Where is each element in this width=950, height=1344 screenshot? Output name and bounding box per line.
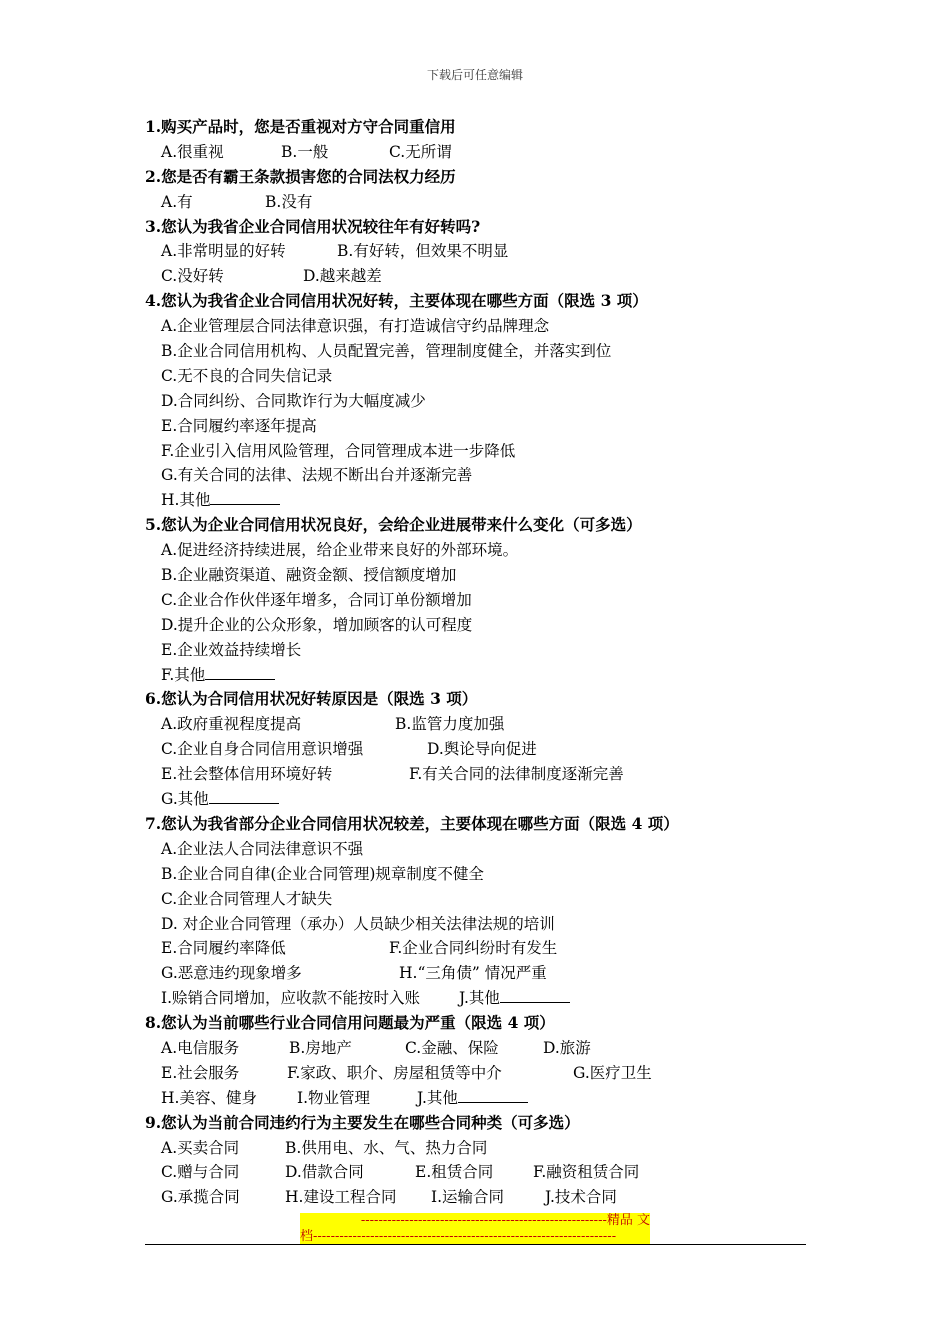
question-title: 4.您认为我省企业合同信用状况好转，主要体现在哪些方面（限选 3 项） (145, 291, 648, 311)
option-row (145, 1036, 825, 1061)
option-item (161, 1061, 287, 1086)
option-item (285, 1136, 487, 1161)
option-label: D.越来越差 (303, 267, 382, 286)
option-row (145, 414, 825, 439)
option-label: A.买卖合同 (161, 1138, 240, 1157)
option-label: F.企业引入信用风险管理，合同管理成本进一步降低 (161, 441, 516, 460)
option-label: A.非常明显的好转 (161, 242, 286, 261)
option-label: J.技术合同 (545, 1188, 617, 1207)
option-label: G.医疗卫生 (573, 1063, 652, 1082)
option-item (389, 140, 452, 165)
option-row (145, 314, 825, 339)
option-item (161, 389, 426, 414)
option-item (161, 463, 472, 488)
option-item (161, 538, 518, 563)
fill-in-blank[interactable] (458, 1088, 528, 1103)
option-label: B.监管力度加强 (395, 715, 505, 734)
option-label: F.其他 (161, 665, 206, 684)
option-item (405, 1036, 543, 1061)
option-item (161, 563, 456, 588)
option-label: G.恶意违约现象增多 (161, 964, 302, 983)
option-label: E.社会服务 (161, 1063, 240, 1082)
question-title: 5.您认为企业合同信用状况良好，会给企业进展带来什么变化（可多选） (145, 515, 642, 535)
option-label: D.舆论导向促进 (427, 740, 537, 759)
fill-in-blank[interactable] (210, 490, 280, 505)
option-row (145, 762, 825, 787)
option-label: A.有 (161, 192, 193, 211)
option-row (145, 887, 825, 912)
option-row (145, 538, 825, 563)
option-row (145, 712, 825, 737)
question-title: 2.您是否有霸王条款损害您的合同法权力经历 (145, 166, 456, 186)
option-label: D.合同纠纷、合同欺诈行为大幅度减少 (161, 391, 426, 410)
option-label: B.房地产 (289, 1038, 352, 1057)
option-row (145, 463, 825, 488)
question-title: 3.您认为我省企业合同信用状况较往年有好转吗? (145, 216, 481, 236)
option-label: C.金融、保险 (405, 1038, 499, 1057)
option-item (431, 1185, 545, 1210)
option-label: G.其他 (161, 790, 209, 809)
option-item (161, 862, 484, 887)
option-item (161, 140, 281, 165)
option-label: F.融资租赁合同 (533, 1163, 640, 1182)
option-row (145, 961, 825, 986)
option-row (145, 364, 825, 389)
questionnaire-body (145, 115, 825, 1210)
option-item (161, 986, 459, 1011)
question-title: 6.您认为合同信用状况好转原因是（限选 3 项） (145, 689, 478, 709)
option-label: B.企业合同信用机构、人员配置完善，管理制度健全，并落实到位 (161, 342, 612, 361)
option-label: B.供用电、水、气、热力合同 (285, 1138, 488, 1157)
option-row (145, 862, 825, 887)
option-label: E.租赁合同 (415, 1163, 494, 1182)
option-row (145, 787, 825, 812)
option-item (161, 364, 332, 389)
option-label: B.没有 (265, 192, 313, 211)
option-label: C.企业自身合同信用意识增强 (161, 740, 364, 759)
option-item (285, 1185, 431, 1210)
option-label: A.企业管理层合同法律意识强，有打造诚信守约品牌理念 (161, 317, 550, 336)
option-item (161, 762, 409, 787)
option-label: D. 对企业合同管理（承办）人员缺少相关法律法规的培训 (161, 914, 555, 933)
option-label: A.政府重视程度提高 (161, 715, 302, 734)
option-row (145, 837, 825, 862)
option-label: H.建设工程合同 (285, 1188, 397, 1207)
option-label: C.企业合同管理人才缺失 (161, 889, 333, 908)
option-label: A.很重视 (161, 142, 224, 161)
option-label: C.无所谓 (389, 142, 452, 161)
option-item (303, 264, 382, 289)
option-item (161, 414, 317, 439)
option-label: C.没好转 (161, 267, 224, 286)
option-label: A.电信服务 (161, 1038, 240, 1057)
option-item (285, 1160, 415, 1185)
option-item (161, 961, 399, 986)
option-label: A.促进经济持续进展，给企业带来良好的外部环境。 (161, 541, 519, 560)
option-item (161, 1086, 297, 1111)
option-row (145, 389, 825, 414)
option-item (161, 1036, 289, 1061)
option-row (145, 1136, 825, 1161)
option-item (161, 588, 472, 613)
option-item (161, 1185, 285, 1210)
option-item (161, 439, 515, 464)
option-row (145, 613, 825, 638)
option-row (145, 264, 825, 289)
question-title: 9.您认为当前合同违约行为主要发生在哪些合同种类（可多选） (145, 1112, 580, 1132)
option-item (161, 1160, 285, 1185)
option-item (281, 140, 389, 165)
option-label: B.企业融资渠道、融资金额、授信额度增加 (161, 566, 457, 585)
option-item (161, 488, 280, 513)
question-title: 1.购买产品时，您是否重视对方守合同重信用 (145, 117, 456, 136)
option-row (145, 239, 825, 264)
option-item (161, 936, 389, 961)
option-item (161, 837, 363, 862)
option-label: I.物业管理 (297, 1088, 371, 1107)
option-item (337, 239, 508, 264)
option-label: B.有好转，但效果不明显 (337, 242, 509, 261)
option-label: B.一般 (281, 142, 329, 161)
question-title: 7.您认为我省部分企业合同信用状况较差，主要体现在哪些方面（限选 4 项） (145, 813, 679, 833)
option-row (145, 190, 825, 215)
option-item (409, 762, 624, 787)
option-row (145, 339, 825, 364)
option-row (145, 488, 825, 513)
option-label: I.运输合同 (431, 1188, 505, 1207)
option-label: B.企业合同自律(企业合同管理)规章制度不健全 (161, 864, 484, 883)
option-item (417, 1086, 528, 1111)
option-label: H.美容、健身 (161, 1088, 257, 1107)
option-label: E.合同履约率降低 (161, 939, 286, 958)
footer-rule (145, 1244, 806, 1245)
fill-in-blank[interactable] (500, 988, 570, 1003)
option-item (543, 1036, 591, 1061)
option-row (145, 936, 825, 961)
option-item (287, 1061, 573, 1086)
option-row (145, 1160, 825, 1185)
option-item (161, 663, 275, 688)
option-item (415, 1160, 533, 1185)
option-label: D.提升企业的公众形象，增加顾客的认可程度 (161, 615, 473, 634)
option-item (265, 190, 312, 215)
option-label: I.赊销合同增加，应收款不能按时入账 (161, 989, 421, 1008)
option-label: J.其他 (417, 1088, 458, 1107)
option-row (145, 638, 825, 663)
option-label: E.社会整体信用环境好转 (161, 765, 333, 784)
option-row (145, 912, 825, 937)
option-row (145, 737, 825, 762)
option-label: H.其他 (161, 491, 211, 510)
option-label: F.企业合同纠纷时有发生 (389, 939, 558, 958)
fill-in-blank[interactable] (205, 665, 275, 680)
option-row (145, 1086, 825, 1111)
option-item (389, 936, 557, 961)
option-row (145, 439, 825, 464)
option-row (145, 1185, 825, 1210)
option-item (297, 1086, 417, 1111)
option-label: G.承揽合同 (161, 1188, 240, 1207)
option-item (161, 638, 301, 663)
option-row (145, 663, 825, 688)
option-label: H.“三角债” 情况严重 (399, 964, 547, 983)
fill-in-blank[interactable] (209, 789, 279, 804)
option-item (161, 887, 332, 912)
option-item (161, 264, 303, 289)
option-item (161, 737, 427, 762)
option-item (289, 1036, 405, 1061)
watermark-band (300, 1213, 650, 1245)
option-row (145, 563, 825, 588)
option-row (145, 1061, 825, 1086)
option-item (459, 986, 570, 1011)
option-label: J.其他 (459, 989, 500, 1008)
option-row (145, 986, 825, 1011)
option-item (395, 712, 504, 737)
option-item (399, 961, 547, 986)
option-item (573, 1061, 652, 1086)
option-label: E.企业效益持续增长 (161, 640, 302, 659)
option-item (161, 1136, 285, 1161)
option-label: E.合同履约率逐年提高 (161, 416, 317, 435)
option-label: D.借款合同 (285, 1163, 364, 1182)
watermark-line-1: --------------------------------------------------------精品 文 (360, 1213, 650, 1228)
option-label: F.家政、职介、房屋租赁等中介 (287, 1063, 502, 1082)
option-item (545, 1185, 617, 1210)
option-item (427, 737, 537, 762)
option-item (161, 190, 265, 215)
page-header: 下载后可任意编辑 (426, 68, 523, 82)
option-item (161, 239, 337, 264)
option-row (145, 140, 825, 165)
option-label: C.赠与合同 (161, 1163, 240, 1182)
option-item (533, 1160, 639, 1185)
option-item (161, 339, 611, 364)
option-item (161, 787, 279, 812)
option-label: F.有关合同的法律制度逐渐完善 (409, 765, 624, 784)
option-label: G.有关合同的法律、法规不断出台并逐渐完善 (161, 466, 473, 485)
option-row (145, 588, 825, 613)
question-title: 8.您认为当前哪些行业合同信用问题最为严重（限选 4 项） (145, 1013, 555, 1033)
option-label: C.企业合作伙伴逐年增多，合同订单份额增加 (161, 590, 472, 609)
option-item (161, 912, 555, 937)
option-item (161, 314, 549, 339)
option-label: C.无不良的合同失信记录 (161, 366, 333, 385)
option-label: D.旅游 (543, 1038, 591, 1057)
option-item (161, 613, 472, 638)
option-label: A.企业法人合同法律意识不强 (161, 839, 364, 858)
option-item (161, 712, 395, 737)
watermark-line-2: 档--------------------------------------------------------------------- (300, 1229, 617, 1244)
